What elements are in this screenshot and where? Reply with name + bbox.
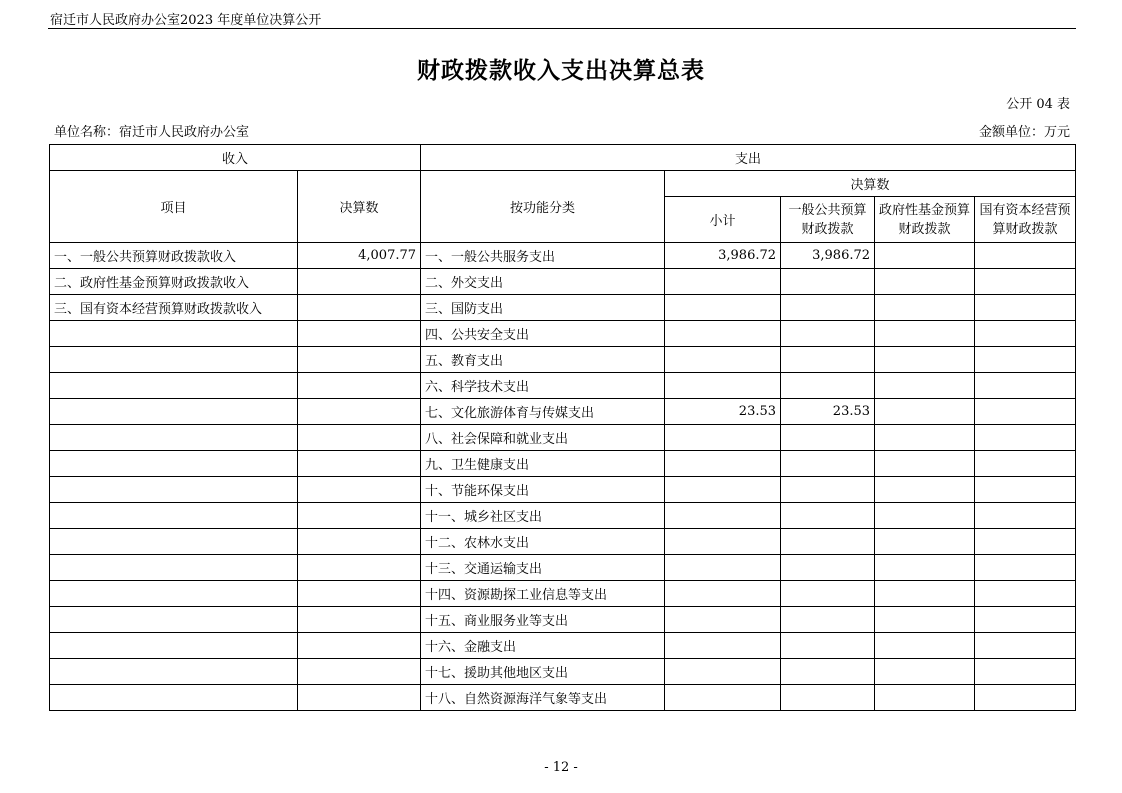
income-amount-cell <box>298 685 421 711</box>
gov-fund-cell <box>875 425 975 451</box>
gov-fund-cell <box>875 633 975 659</box>
gov-fund-cell <box>875 503 975 529</box>
state-capital-cell <box>975 451 1076 477</box>
income-amount-cell <box>298 347 421 373</box>
expense-item-cell: 十四、资源勘探工业信息等支出 <box>421 581 665 607</box>
income-item-cell <box>50 555 298 581</box>
general-budget-cell <box>781 425 875 451</box>
state-capital-cell <box>975 607 1076 633</box>
income-item-cell <box>50 373 298 399</box>
running-header: 宿迁市人民政府办公室2023 年度单位决算公开 <box>50 13 322 28</box>
income-amount-cell <box>298 477 421 503</box>
income-amount-cell <box>298 659 421 685</box>
table-code: 公开 04 表 <box>1006 97 1070 112</box>
gov-fund-cell <box>875 399 975 425</box>
header-gov-fund: 政府性基金预算财政拨款 <box>875 197 975 243</box>
income-amount-cell <box>298 425 421 451</box>
state-capital-cell <box>975 503 1076 529</box>
table-row <box>50 607 1076 633</box>
subtotal-cell <box>665 477 781 503</box>
header-expense: 支出 <box>421 145 1076 171</box>
gov-fund-cell <box>875 607 975 633</box>
expense-item-cell: 十三、交通运输支出 <box>421 555 665 581</box>
income-amount-cell <box>298 607 421 633</box>
general-budget-cell <box>781 555 875 581</box>
table-row <box>50 269 1076 295</box>
expense-item-cell: 二、外交支出 <box>421 269 665 295</box>
table-row <box>50 295 1076 321</box>
budget-table <box>49 144 1076 711</box>
gov-fund-cell <box>875 477 975 503</box>
header-item: 项目 <box>50 171 298 243</box>
state-capital-cell <box>975 633 1076 659</box>
gov-fund-cell <box>875 321 975 347</box>
subtotal-cell <box>665 633 781 659</box>
table-body <box>50 243 1076 711</box>
state-capital-cell <box>975 685 1076 711</box>
header-subtotal: 小计 <box>665 197 781 243</box>
general-budget-cell <box>781 607 875 633</box>
subtotal-cell <box>665 269 781 295</box>
subtotal-cell <box>665 555 781 581</box>
income-amount-cell <box>298 503 421 529</box>
expense-item-cell: 十、节能环保支出 <box>421 477 665 503</box>
income-amount-cell <box>298 633 421 659</box>
general-budget-cell <box>781 529 875 555</box>
expense-item-cell: 九、卫生健康支出 <box>421 451 665 477</box>
subtotal-cell <box>665 529 781 555</box>
state-capital-cell <box>975 529 1076 555</box>
header-state-capital: 国有资本经营预算财政拨款 <box>975 197 1076 243</box>
subtotal-cell <box>665 685 781 711</box>
income-amount-cell <box>298 555 421 581</box>
expense-item-cell: 十六、金融支出 <box>421 633 665 659</box>
general-budget-cell <box>781 477 875 503</box>
income-item-cell <box>50 685 298 711</box>
general-budget-cell <box>781 321 875 347</box>
gov-fund-cell <box>875 529 975 555</box>
gov-fund-cell <box>875 243 975 269</box>
unit-name: 单位名称：宿迁市人民政府办公室 <box>54 125 250 140</box>
gov-fund-cell <box>875 347 975 373</box>
header-general-budget: 一般公共预算财政拨款 <box>781 197 875 243</box>
income-item-cell <box>50 659 298 685</box>
table-row <box>50 373 1076 399</box>
subtotal-cell <box>665 425 781 451</box>
income-amount-cell <box>298 269 421 295</box>
page-number: - 12 - <box>544 760 578 775</box>
subtotal-cell <box>665 373 781 399</box>
table-row <box>50 425 1076 451</box>
header-final-amount: 决算数 <box>665 171 1076 197</box>
subtotal-cell <box>665 581 781 607</box>
income-item-cell <box>50 477 298 503</box>
subtotal-cell <box>665 659 781 685</box>
subtotal-cell <box>665 295 781 321</box>
header-by-function: 按功能分类 <box>421 171 665 243</box>
table-row <box>50 633 1076 659</box>
general-budget-cell <box>781 295 875 321</box>
subtotal-cell <box>665 503 781 529</box>
general-budget-cell <box>781 451 875 477</box>
state-capital-cell <box>975 269 1076 295</box>
table-row <box>50 581 1076 607</box>
expense-item-cell: 十八、自然资源海洋气象等支出 <box>421 685 665 711</box>
header-rule <box>48 28 1076 29</box>
income-item-cell <box>50 321 298 347</box>
table-row <box>50 399 1076 425</box>
state-capital-cell <box>975 243 1076 269</box>
income-item-cell <box>50 633 298 659</box>
subtotal-cell <box>665 451 781 477</box>
table-row <box>50 659 1076 685</box>
table-row <box>50 503 1076 529</box>
gov-fund-cell <box>875 269 975 295</box>
table-row <box>50 347 1076 373</box>
general-budget-cell: 3,986.72 <box>781 243 875 269</box>
general-budget-cell <box>781 503 875 529</box>
state-capital-cell <box>975 347 1076 373</box>
income-item-cell <box>50 399 298 425</box>
expense-item-cell: 十五、商业服务业等支出 <box>421 607 665 633</box>
expense-item-cell: 三、国防支出 <box>421 295 665 321</box>
general-budget-cell <box>781 581 875 607</box>
state-capital-cell <box>975 425 1076 451</box>
table-row <box>50 555 1076 581</box>
general-budget-cell <box>781 269 875 295</box>
income-item-cell <box>50 581 298 607</box>
gov-fund-cell <box>875 295 975 321</box>
general-budget-cell <box>781 373 875 399</box>
gov-fund-cell <box>875 581 975 607</box>
state-capital-cell <box>975 373 1076 399</box>
income-amount-cell <box>298 373 421 399</box>
income-item-cell <box>50 425 298 451</box>
state-capital-cell <box>975 399 1076 425</box>
general-budget-cell <box>781 685 875 711</box>
expense-item-cell: 六、科学技术支出 <box>421 373 665 399</box>
income-amount-cell <box>298 321 421 347</box>
state-capital-cell <box>975 477 1076 503</box>
table-row <box>50 685 1076 711</box>
state-capital-cell <box>975 659 1076 685</box>
income-item-cell: 二、政府性基金预算财政拨款收入 <box>50 269 298 295</box>
expense-item-cell: 十一、城乡社区支出 <box>421 503 665 529</box>
income-amount-cell <box>298 581 421 607</box>
income-item-cell <box>50 607 298 633</box>
table-row <box>50 451 1076 477</box>
table-row <box>50 477 1076 503</box>
income-item-cell: 一、一般公共预算财政拨款收入 <box>50 243 298 269</box>
table-row <box>50 529 1076 555</box>
table-row <box>50 321 1076 347</box>
gov-fund-cell <box>875 659 975 685</box>
gov-fund-cell <box>875 685 975 711</box>
income-item-cell <box>50 347 298 373</box>
general-budget-cell <box>781 633 875 659</box>
gov-fund-cell <box>875 555 975 581</box>
page-title: 财政拨款收入支出决算总表 <box>417 58 705 84</box>
state-capital-cell <box>975 295 1076 321</box>
expense-item-cell: 十七、援助其他地区支出 <box>421 659 665 685</box>
table-row <box>50 243 1076 269</box>
header-income: 收入 <box>50 145 421 171</box>
income-item-cell <box>50 451 298 477</box>
expense-item-cell: 一、一般公共服务支出 <box>421 243 665 269</box>
income-amount-cell <box>298 295 421 321</box>
subtotal-cell: 23.53 <box>665 399 781 425</box>
income-item-cell <box>50 503 298 529</box>
subtotal-cell <box>665 607 781 633</box>
income-item-cell <box>50 529 298 555</box>
gov-fund-cell <box>875 451 975 477</box>
subtotal-cell <box>665 321 781 347</box>
expense-item-cell: 四、公共安全支出 <box>421 321 665 347</box>
general-budget-cell <box>781 659 875 685</box>
money-unit: 金额单位：万元 <box>978 125 1070 140</box>
header-budget-amount: 决算数 <box>298 171 421 243</box>
income-amount-cell <box>298 451 421 477</box>
income-item-cell: 三、国有资本经营预算财政拨款收入 <box>50 295 298 321</box>
income-amount-cell: 4,007.77 <box>298 243 421 269</box>
general-budget-cell: 23.53 <box>781 399 875 425</box>
income-amount-cell <box>298 399 421 425</box>
gov-fund-cell <box>875 373 975 399</box>
subtotal-cell: 3,986.72 <box>665 243 781 269</box>
state-capital-cell <box>975 321 1076 347</box>
expense-item-cell: 七、文化旅游体育与传媒支出 <box>421 399 665 425</box>
expense-item-cell: 五、教育支出 <box>421 347 665 373</box>
state-capital-cell <box>975 581 1076 607</box>
subtotal-cell <box>665 347 781 373</box>
expense-item-cell: 八、社会保障和就业支出 <box>421 425 665 451</box>
income-amount-cell <box>298 529 421 555</box>
expense-item-cell: 十二、农林水支出 <box>421 529 665 555</box>
general-budget-cell <box>781 347 875 373</box>
state-capital-cell <box>975 555 1076 581</box>
